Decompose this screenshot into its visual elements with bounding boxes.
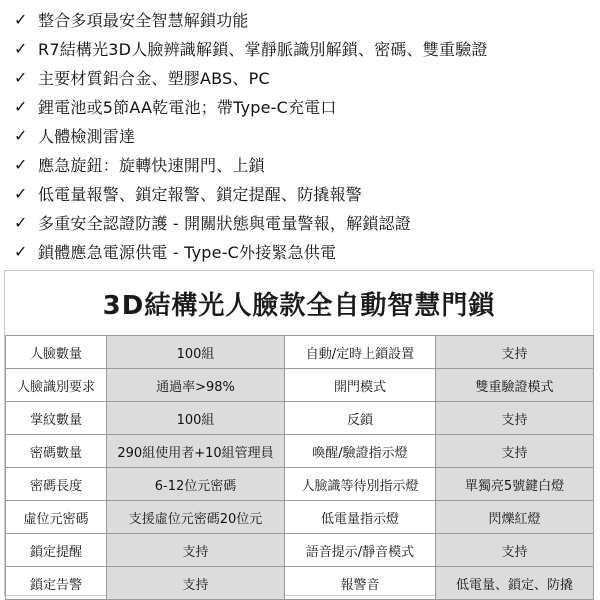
feature-item	[14, 180, 362, 206]
check-icon: ✓	[14, 183, 28, 203]
feature-text: 鎖體應急電源供電 - Type-C外接緊急供電	[38, 242, 337, 262]
check-icon: ✓	[14, 212, 28, 232]
table-row	[6, 435, 594, 468]
feature-text: 整合多項最安全智慧解鎖功能	[38, 10, 249, 30]
spec-value: 支援虛位元密碼20位元	[107, 501, 285, 534]
spec-value: 通過率>98%	[107, 369, 285, 402]
spec-label: 鎖定提醒	[6, 534, 107, 567]
feature-text: 低電量報警、鎖定報警、鎖定提醒、防撬報警	[38, 184, 363, 204]
feature-text: 鋰電池或5節AA乾電池；帶Type-C充電口	[38, 97, 337, 117]
spec-label: 開門模式	[285, 369, 436, 402]
check-icon: ✓	[14, 125, 28, 145]
feature-item	[14, 64, 270, 90]
spec-label: 鎖定告警	[6, 567, 107, 600]
spec-value: 支持	[436, 336, 594, 369]
table-row	[6, 534, 594, 567]
spec-label: 人臉數量	[6, 336, 107, 369]
table-row	[6, 402, 594, 435]
spec-table	[5, 335, 594, 600]
check-icon: ✓	[14, 154, 28, 174]
feature-item	[14, 122, 135, 148]
spec-label: 密碼數量	[6, 435, 107, 468]
spec-label: 掌紋數量	[6, 402, 107, 435]
spec-value: 支持	[436, 435, 594, 468]
spec-value: 雙重驗證模式	[436, 369, 594, 402]
spec-value: 6-12位元密碼	[107, 468, 285, 501]
feature-item	[14, 238, 336, 264]
feature-text: 主要材質鋁合金、塑膠ABS、PC	[38, 68, 270, 88]
spec-value: 100組	[107, 336, 285, 369]
feature-item	[14, 6, 249, 32]
spec-label: 密碼長度	[6, 468, 107, 501]
spec-label: 語音提示/靜音模式	[285, 534, 436, 567]
spec-value: 低電量、鎖定、防撬	[436, 567, 594, 600]
spec-label: 報警音	[285, 567, 436, 600]
spec-value: 290組使用者+10組管理員	[107, 435, 285, 468]
spec-value: 100組	[107, 402, 285, 435]
spec-value: 單獨亮5號鍵白燈	[436, 468, 594, 501]
check-icon: ✓	[14, 67, 28, 87]
table-row	[6, 336, 594, 369]
check-icon: ✓	[14, 241, 28, 261]
spec-label: 自動/定時上鎖設置	[285, 336, 436, 369]
check-icon: ✓	[14, 96, 28, 116]
feature-text: 人體檢測雷達	[38, 126, 136, 146]
feature-item	[14, 35, 488, 61]
spec-label: 喚醒/驗證指示燈	[285, 435, 436, 468]
feature-text: R7結構光3D人臉辨識解鎖、掌靜脈識別解鎖、密碼、雙重驗證	[38, 39, 488, 59]
spec-title: 3D結構光人臉款全自動智慧門鎖	[102, 290, 496, 321]
spec-value: 支持	[107, 567, 285, 600]
spec-value: 閃爍紅燈	[436, 501, 594, 534]
check-icon: ✓	[14, 38, 28, 58]
spec-label: 反鎖	[285, 402, 436, 435]
spec-label: 人臉識別要求	[6, 369, 107, 402]
spec-value: 支持	[436, 402, 594, 435]
spec-value: 支持	[436, 534, 594, 567]
spec-label: 人臉識等待別指示燈	[285, 468, 436, 501]
feature-item	[14, 151, 265, 177]
spec-label: 虛位元密碼	[6, 501, 107, 534]
table-row	[6, 567, 594, 600]
table-row	[6, 468, 594, 501]
feature-item	[14, 209, 411, 235]
feature-text: 多重安全認證防護 - 開關狀態與電量警報，解鎖認證	[38, 213, 411, 233]
feature-list	[0, 0, 600, 268]
feature-item	[14, 93, 337, 119]
table-row	[6, 501, 594, 534]
spec-panel	[4, 270, 594, 596]
spec-label: 低電量指示燈	[285, 501, 436, 534]
feature-text: 應急旋鈕：旋轉快速開門、上鎖	[38, 155, 265, 175]
check-icon: ✓	[14, 9, 28, 29]
table-row	[6, 369, 594, 402]
spec-value: 支持	[107, 534, 285, 567]
